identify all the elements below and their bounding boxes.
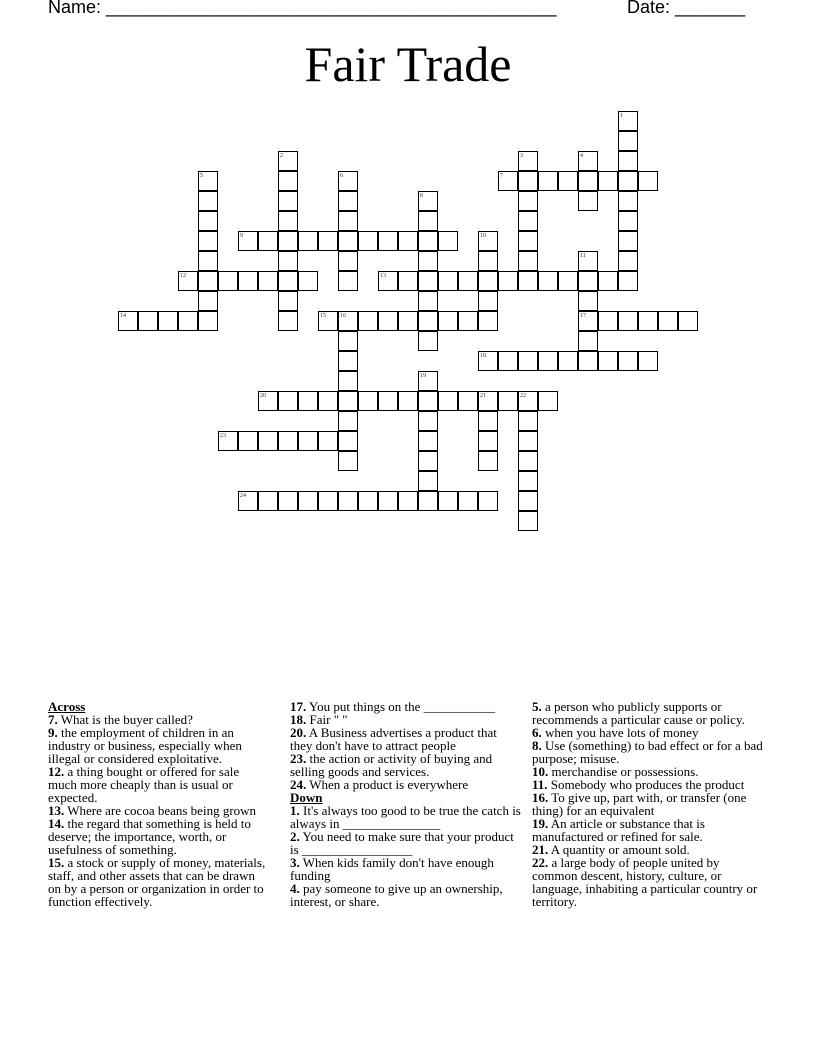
grid-cell[interactable]	[278, 231, 298, 251]
grid-clue-number: 24	[240, 493, 246, 499]
grid-clue-number: 5	[200, 173, 203, 179]
grid-cell[interactable]	[518, 431, 538, 451]
clue-text: merchandise or possessions.	[548, 764, 699, 779]
grid-cell[interactable]	[558, 271, 578, 291]
grid-cell[interactable]	[638, 351, 658, 371]
grid-clue-number: 6	[340, 173, 343, 179]
clue-item	[290, 856, 522, 882]
grid-cell[interactable]	[538, 271, 558, 291]
grid-cell[interactable]	[538, 171, 558, 191]
grid-cell[interactable]	[378, 311, 398, 331]
grid-cell[interactable]	[478, 251, 498, 271]
grid-cell[interactable]	[478, 411, 498, 431]
clue-number: 7.	[48, 712, 58, 727]
clue-number: 1.	[290, 803, 300, 818]
clue-item	[290, 830, 522, 856]
clue-item	[290, 752, 522, 778]
grid-clue-number: 21	[480, 393, 486, 399]
grid-cell[interactable]	[518, 251, 538, 271]
grid-cell[interactable]	[538, 351, 558, 371]
down-heading: Down	[290, 790, 323, 805]
grid-cell[interactable]	[458, 391, 478, 411]
grid-cell[interactable]	[278, 311, 298, 331]
grid-clue-number: 7	[500, 173, 503, 179]
grid-cell[interactable]	[398, 231, 418, 251]
grid-cell[interactable]	[218, 271, 238, 291]
grid-cell[interactable]	[178, 311, 198, 331]
grid-clue-number: 17	[580, 313, 586, 319]
grid-cell[interactable]	[458, 491, 478, 511]
clue-text: the regard that something is held to deserve; the importance, worth, or usefulness of something.	[48, 816, 251, 857]
grid-cell[interactable]	[358, 311, 378, 331]
clue-text: pay someone to give up an ownership, interest, or share.	[290, 881, 503, 909]
grid-cell[interactable]	[418, 471, 438, 491]
grid-cell[interactable]	[518, 471, 538, 491]
grid-cell[interactable]	[598, 311, 618, 331]
grid-cell[interactable]	[438, 231, 458, 251]
clue-item	[48, 856, 270, 908]
clue-number: 11.	[532, 777, 548, 792]
clue-number: 10.	[532, 764, 549, 779]
grid-cell[interactable]	[318, 231, 338, 251]
grid-cell[interactable]	[198, 271, 218, 291]
grid-cell[interactable]	[478, 291, 498, 311]
grid-cell[interactable]	[278, 211, 298, 231]
grid-cell[interactable]	[498, 391, 518, 411]
grid-cell[interactable]	[518, 231, 538, 251]
grid-cell[interactable]	[198, 191, 218, 211]
grid-clue-number: 9	[240, 233, 243, 239]
grid-cell[interactable]	[358, 491, 378, 511]
grid-cell[interactable]	[518, 211, 538, 231]
grid-cell[interactable]	[278, 431, 298, 451]
clue-item	[290, 882, 522, 908]
grid-cell[interactable]	[198, 211, 218, 231]
clue-number: 2.	[290, 829, 300, 844]
grid-cell[interactable]	[298, 231, 318, 251]
clue-text: a person who publicly supports or recommends a particular cause or policy.	[532, 699, 745, 727]
grid-cell[interactable]	[578, 351, 598, 371]
grid-cell[interactable]	[198, 291, 218, 311]
grid-cell[interactable]	[398, 311, 418, 331]
grid-cell[interactable]	[298, 431, 318, 451]
clue-text: a thing bought or offered for sale much more cheaply than is usual or expected.	[48, 764, 240, 805]
grid-cell[interactable]	[438, 391, 458, 411]
clue-item	[532, 791, 764, 817]
clue-item	[48, 726, 270, 765]
grid-cell[interactable]	[578, 331, 598, 351]
grid-cell[interactable]	[578, 271, 598, 291]
grid-cell[interactable]	[478, 431, 498, 451]
grid-cell[interactable]	[318, 491, 338, 511]
grid-cell[interactable]	[518, 271, 538, 291]
grid-cell[interactable]	[618, 131, 638, 151]
grid-cell[interactable]	[418, 411, 438, 431]
grid-cell[interactable]	[438, 271, 458, 291]
grid-clue-number: 11	[580, 253, 586, 259]
grid-cell[interactable]	[198, 311, 218, 331]
grid-cell[interactable]	[378, 391, 398, 411]
grid-cell[interactable]	[618, 351, 638, 371]
grid-clue-number: 10	[480, 233, 486, 239]
clue-item	[290, 804, 522, 830]
grid-cell[interactable]	[618, 231, 638, 251]
clue-text: Fair " "	[306, 712, 348, 727]
grid-cell[interactable]	[338, 491, 358, 511]
grid-cell[interactable]	[198, 231, 218, 251]
clue-number: 16.	[532, 790, 549, 805]
grid-cell[interactable]	[278, 191, 298, 211]
grid-cell[interactable]	[478, 271, 498, 291]
grid-clue-number: 8	[420, 193, 423, 199]
grid-cell[interactable]	[418, 431, 438, 451]
grid-cell[interactable]	[338, 351, 358, 371]
grid-cell[interactable]	[598, 171, 618, 191]
clue-number: 3.	[290, 855, 300, 870]
clue-text: A quantity or amount sold.	[548, 842, 690, 857]
grid-clue-number: 18	[480, 353, 486, 359]
grid-cell[interactable]	[138, 311, 158, 331]
grid-cell[interactable]	[258, 231, 278, 251]
grid-cell[interactable]	[298, 391, 318, 411]
grid-cell[interactable]	[498, 271, 518, 291]
clue-number: 23.	[290, 751, 307, 766]
clue-number: 17.	[290, 699, 307, 714]
clue-number: 4.	[290, 881, 300, 896]
grid-cell[interactable]	[558, 351, 578, 371]
grid-cell[interactable]	[618, 211, 638, 231]
clue-number: 6.	[532, 725, 542, 740]
grid-cell[interactable]	[338, 231, 358, 251]
grid-cell[interactable]	[258, 491, 278, 511]
clue-number: 21.	[532, 842, 549, 857]
clues-column-1	[48, 700, 270, 908]
grid-cell[interactable]	[298, 271, 318, 291]
clue-text: a large body of people united by common descent, history, culture, or language, inhabiting a particular country or territory.	[532, 855, 758, 909]
grid-cell[interactable]	[418, 231, 438, 251]
clue-number: 18.	[290, 712, 307, 727]
grid-cell[interactable]	[418, 271, 438, 291]
grid-cell[interactable]	[418, 311, 438, 331]
grid-cell[interactable]	[378, 491, 398, 511]
grid-cell[interactable]	[278, 251, 298, 271]
grid-cell[interactable]	[318, 391, 338, 411]
grid-cell[interactable]	[578, 171, 598, 191]
grid-cell[interactable]	[258, 431, 278, 451]
clue-text: Where are cocoa beans being grown	[64, 803, 257, 818]
clue-text: when you have lots of money	[541, 725, 699, 740]
grid-cell[interactable]	[618, 311, 638, 331]
clue-item	[532, 700, 764, 726]
clue-item	[532, 817, 764, 843]
clue-number: 14.	[48, 816, 65, 831]
clue-text: the employment of children in an industry or business, especially when illegal or considered exploitative.	[48, 725, 242, 766]
grid-cell[interactable]	[358, 391, 378, 411]
clue-item	[48, 817, 270, 856]
clue-number: 24.	[290, 777, 307, 792]
grid-cell[interactable]	[678, 311, 698, 331]
clue-text: When a product is everywhere	[306, 777, 469, 792]
grid-clue-number: 4	[580, 153, 583, 159]
grid-cell[interactable]	[638, 171, 658, 191]
grid-cell[interactable]	[478, 311, 498, 331]
clue-text: When kids family don't have enough funding	[290, 855, 494, 883]
grid-cell[interactable]	[458, 311, 478, 331]
grid-cell[interactable]	[398, 391, 418, 411]
grid-cell[interactable]	[238, 271, 258, 291]
grid-clue-number: 20	[260, 393, 266, 399]
grid-cell[interactable]	[298, 491, 318, 511]
grid-cell[interactable]	[278, 271, 298, 291]
grid-clue-number: 23	[220, 433, 226, 439]
clue-number: 20.	[290, 725, 307, 740]
grid-cell[interactable]	[278, 171, 298, 191]
grid-cell[interactable]	[238, 431, 258, 451]
clue-text: An article or substance that is manufactured or refined for sale.	[532, 816, 705, 844]
grid-cell[interactable]	[618, 191, 638, 211]
grid-cell[interactable]	[278, 391, 298, 411]
grid-cell[interactable]	[518, 351, 538, 371]
grid-clue-number: 13	[380, 273, 386, 279]
grid-cell[interactable]	[338, 271, 358, 291]
grid-cell[interactable]	[398, 271, 418, 291]
grid-cell[interactable]	[158, 311, 178, 331]
grid-cell[interactable]	[418, 211, 438, 231]
grid-cell[interactable]	[278, 491, 298, 511]
grid-cell[interactable]	[338, 391, 358, 411]
grid-cell[interactable]	[338, 191, 358, 211]
grid-cell[interactable]	[558, 171, 578, 191]
grid-cell[interactable]	[318, 431, 338, 451]
grid-cell[interactable]	[478, 451, 498, 471]
clue-item	[532, 739, 764, 765]
grid-clue-number: 2	[280, 153, 283, 159]
grid-cell[interactable]	[598, 271, 618, 291]
grid-cell[interactable]	[258, 271, 278, 291]
grid-cell[interactable]	[198, 251, 218, 271]
grid-clue-number: 3	[520, 153, 523, 159]
grid-cell[interactable]	[518, 191, 538, 211]
clue-text: A Business advertises a product that they don't have to attract people	[290, 725, 497, 753]
grid-cell[interactable]	[618, 271, 638, 291]
grid-cell[interactable]	[618, 151, 638, 171]
grid-cell[interactable]	[438, 491, 458, 511]
clue-text: Somebody who produces the product	[547, 777, 745, 792]
grid-cell[interactable]	[458, 271, 478, 291]
clues-column-2	[290, 700, 522, 908]
grid-cell[interactable]	[478, 491, 498, 511]
grid-cell[interactable]	[638, 311, 658, 331]
name-field-label: Name: _____________________________________________	[48, 0, 557, 17]
grid-cell[interactable]	[338, 331, 358, 351]
clue-number: 9.	[48, 725, 58, 740]
clue-number: 13.	[48, 803, 65, 818]
grid-cell[interactable]	[338, 251, 358, 271]
grid-cell[interactable]	[618, 251, 638, 271]
grid-cell[interactable]	[658, 311, 678, 331]
clue-text: a stock or supply of money, materials, staff, and other assets that can be drawn on by a person or organization in order to function effectively.	[48, 855, 266, 909]
grid-cell[interactable]	[518, 451, 538, 471]
clue-text: What is the buyer called?	[57, 712, 193, 727]
clue-text: You put things on the ___________	[306, 699, 496, 714]
clue-number: 15.	[48, 855, 65, 870]
clue-text: It's always too good to be true the catch is always in _______________	[290, 803, 521, 831]
grid-cell[interactable]	[338, 411, 358, 431]
clue-number: 5.	[532, 699, 542, 714]
grid-clue-number: 15	[320, 313, 326, 319]
grid-cell[interactable]	[538, 391, 558, 411]
grid-cell[interactable]	[378, 231, 398, 251]
grid-cell[interactable]	[418, 251, 438, 271]
grid-cell[interactable]	[358, 231, 378, 251]
page-title: Fair Trade	[304, 36, 512, 92]
clue-text: Use (something) to bad effect or for a bad purpose; misuse.	[532, 738, 763, 766]
clue-text: the action or activity of buying and selling goods and services.	[290, 751, 493, 779]
grid-clue-number: 16	[340, 313, 346, 319]
clue-text: You need to make sure that your product is _________________	[290, 829, 514, 857]
grid-cell[interactable]	[418, 291, 438, 311]
grid-clue-number: 12	[180, 273, 186, 279]
clue-item	[532, 856, 764, 908]
date-field-label: Date: _______	[627, 0, 746, 17]
grid-cell[interactable]	[438, 311, 458, 331]
clues-column-3	[532, 700, 764, 908]
grid-cell[interactable]	[338, 451, 358, 471]
grid-cell[interactable]	[418, 491, 438, 511]
grid-cell[interactable]	[338, 211, 358, 231]
grid-cell[interactable]	[418, 331, 438, 351]
grid-cell[interactable]	[338, 371, 358, 391]
clue-number: 19.	[532, 816, 549, 831]
grid-cell[interactable]	[338, 431, 358, 451]
clue-item	[290, 778, 522, 791]
grid-cell[interactable]	[518, 511, 538, 531]
across-heading: Across	[48, 699, 86, 714]
grid-clue-number: 1	[620, 113, 623, 119]
clue-number: 12.	[48, 764, 65, 779]
grid-clue-number: 22	[520, 393, 526, 399]
grid-cell[interactable]	[518, 491, 538, 511]
clue-number: 8.	[532, 738, 542, 753]
grid-cell[interactable]	[518, 411, 538, 431]
grid-cell[interactable]	[518, 171, 538, 191]
grid-cell[interactable]	[618, 171, 638, 191]
grid-cell[interactable]	[578, 291, 598, 311]
clue-item	[48, 765, 270, 804]
grid-cell[interactable]	[418, 391, 438, 411]
clue-text: To give up, part with, or transfer (one thing) for an equivalent	[532, 790, 747, 818]
grid-cell[interactable]	[398, 491, 418, 511]
grid-cell[interactable]	[598, 351, 618, 371]
clue-item	[290, 726, 522, 752]
grid-cell[interactable]	[278, 291, 298, 311]
clue-number: 22.	[532, 855, 549, 870]
grid-cell[interactable]	[498, 351, 518, 371]
grid-clue-number: 14	[120, 313, 126, 319]
grid-cell[interactable]	[418, 451, 438, 471]
grid-cell[interactable]	[578, 191, 598, 211]
grid-clue-number: 19	[420, 373, 426, 379]
